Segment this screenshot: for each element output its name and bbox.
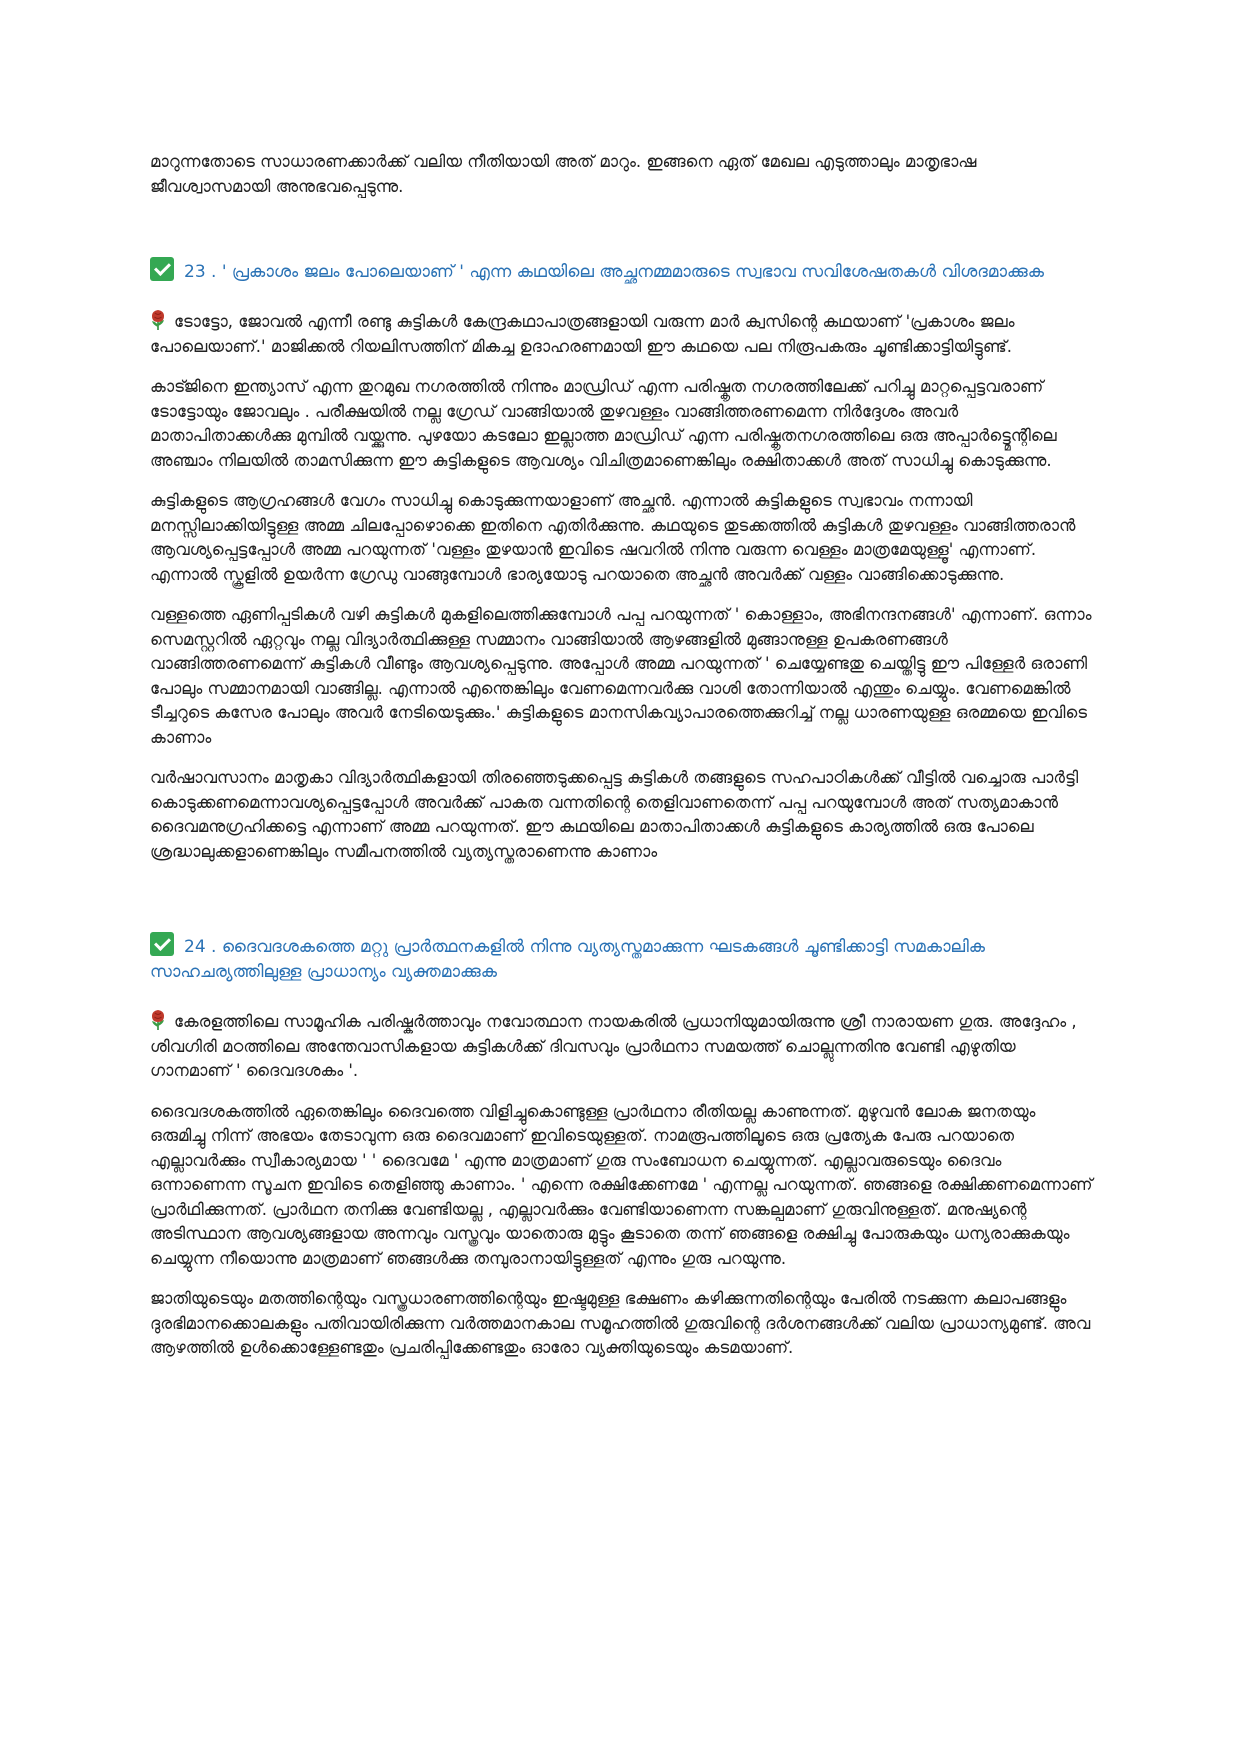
section-spacer	[150, 880, 1095, 932]
q23-paragraph-2: കാട്ജിനെ ഇന്ത്യാസ് എന്ന തുറമുഖ നഗരത്തിൽ നിന്നും മാഡ്രിഡ് എന്ന പരിഷ്കൃത നഗരത്തിലേക്ക് പറിച്ചു മാറ്റപ്പെട്ടവരാണ് ടോട്ടോയും ജോവലും . പരീക്ഷയിൽ നല്ല ഗ്രേഡ് വാങ്ങിയാൽ തുഴവള്ളം വാങ്ങിത്തരണമെന്ന നിർദ്ദേശം അവർ മാതാപിതാക്കൾക്കു മുമ്പിൽ വയ്ക്കുന്നു. പുഴയോ കടലോ ഇല്ലാത്ത മാഡ്രിഡ് എന്ന പരിഷ്കൃതനഗരത്തിലെ ഒരു അപ്പാർട്ട്മെന്റിലെ അഞ്ചാം നിലയിൽ താമസിക്കുന്ന ഈ കുട്ടികളുടെ ആവശ്യം വിചിത്രമാണെങ്കിലും രക്ഷിതാക്കൾ അത് സാധിച്ചു കൊടുക്കുന്നു.	[150, 377, 1057, 470]
intro-paragraph: മാറുന്നതോടെ സാധാരണക്കാർക്ക് വലിയ നീതിയായി അത് മാറും. ഇങ്ങനെ ഏത് മേഖല എടുത്താലും മാതൃഭാഷ ജീവശ്വാസമായി അനുഭവപ്പെടുന്നു.	[150, 152, 977, 196]
q23-paragraph-1: ടോട്ടോ, ജോവൽ എന്നീ രണ്ടു കുട്ടികൾ കേന്ദ്രകഥാപാത്രങ്ങളായി വരുന്ന മാർ ക്വസിന്റെ കഥയാണ് 'പ്രകാശം ജലം പോലെയാണ്.' മാജിക്കൽ റിയലിസത്തിന് മികച്ച ഉദാഹരണമായി ഈ കഥയെ പല നിരൂപകരും ചൂണ്ടിക്കാട്ടിയിട്ടുണ്ട്.	[150, 309, 1095, 359]
q24-paragraph-2: ദൈവദശകത്തിൽ ഏതെങ്കിലും ദൈവത്തെ വിളിച്ചുകൊണ്ടുള്ള പ്രാർഥനാ രീതിയല്ല കാണുന്നത്. മുഴുവൻ ലോക ജനതയും ഒരുമിച്ചു നിന്ന് അഭയം തേടാവുന്ന ഒരു ദൈവമാണ് ഇവിടെയുള്ളത്. നാമരൂപത്തിലൂടെ ഒരു പ്രത്യേക പേരു പറയാതെ എല്ലാവർക്കും സ്വീകാര്യമായ ' ' ദൈവമേ ' എന്നു മാത്രമാണ് ഗുരു സംബോധന ചെയ്യുന്നത്. എല്ലാവരുടെയും ദൈവം ഒന്നാണെന്ന സൂചന ഇവിടെ തെളിഞ്ഞു കാണാം. ' എന്നെ രക്ഷിക്കേണമേ ' എന്നല്ല പറയുന്നത്. ഞങ്ങളെ രക്ഷിക്കണമെന്നാണ് പ്രാർഥിക്കുന്നത്. പ്രാർഥന തനിക്കു വേണ്ടിയല്ല , എല്ലാവർക്കും വേണ്ടിയാണെന്ന സങ്കല്പമാണ് ഗുരുവിനുള്ളത്. മനുഷ്യന്റെ അടിസ്ഥാന ആവശ്യങ്ങളായ അന്നവും വസ്ത്രവും യാതൊരു മുട്ടും കൂടാതെ തന്ന് ഞങ്ങളെ രക്ഷിച്ചു പോരുകയും ധന്യരാക്കുകയും ചെയ്യുന്ന നീയൊന്നു മാത്രമാണ് ഞങ്ങൾക്കു തമ്പുരാനായിട്ടുള്ളത് എന്നും ഗുരു പറയുന്നു.	[150, 1101, 1093, 1268]
question-23-title: 23 . ' പ്രകാശം ജലം പോലെയാണ് ' എന്ന കഥയിലെ അച്ഛനമ്മമാരുടെ സ്വഭാവ സവിശേഷതകൾ വിശദമാക്കുക	[184, 262, 1044, 282]
q23-paragraph-5: വർഷാവസാനം മാതൃകാ വിദ്യാർത്ഥികളായി തിരഞ്ഞെടുക്കപ്പെട്ട കുട്ടികൾ തങ്ങളുടെ സഹപാഠികൾക്ക് വീട്ടിൽ വച്ചൊരു പാർട്ടി കൊടുക്കണമെന്നാവശ്യപ്പെട്ടപ്പോൾ അവർക്ക് പാകത വന്നതിന്റെ തെളിവാണതെന്ന് പപ്പ പറയുമ്പോൾ അത് സത്യമാകാൻ ദൈവമനുഗ്രഹിക്കട്ടെ എന്നാണ് അമ്മ പറയുന്നത്. ഈ കഥയിലെ മാതാപിതാക്കൾ കുട്ടികളുടെ കാര്യത്തിൽ ഒരു പോലെ ശ്രദ്ധാലുക്കളാണെങ്കിലും സമീപനത്തിൽ വ്യത്യസ്തരാണെന്നു കാണാം	[150, 768, 1079, 861]
q23-paragraph-3: കുട്ടികളുടെ ആഗ്രഹങ്ങൾ വേഗം സാധിച്ചു കൊടുക്കുന്നയാളാണ് അച്ഛൻ. എന്നാൽ കുട്ടികളുടെ സ്വഭാവം നന്നായി മനസ്സിലാക്കിയിട്ടുള്ള അമ്മ ചിലപ്പോഴൊക്കെ ഇതിനെ എതിർക്കുന്നു. കഥയുടെ തുടക്കത്തിൽ കുട്ടികൾ തുഴവള്ളം വാങ്ങിത്തരാൻ ആവശ്യപ്പെട്ടപ്പോൾ അമ്മ പറയുന്നത് 'വള്ളം തുഴയാൻ ഇവിടെ ഷവറിൽ നിന്നു വരുന്ന വെള്ളം മാത്രമേയുള്ളൂ' എന്നാണ്. എന്നാൽ സ്കൂളിൽ ഉയർന്ന ഗ്രേഡു വാങ്ങുമ്പോൾ ഭാര്യയോടു പറയാതെ അച്ഛൻ അവർക്ക് വള്ളം വാങ്ങിക്കൊടുക്കുന്നു.	[150, 491, 1076, 584]
q23-paragraph-4: വള്ളത്തെ ഏണിപ്പടികൾ വഴി കുട്ടികൾ മുകളിലെത്തിക്കുമ്പോൾ പപ്പ പറയുന്നത് ' കൊള്ളാം, അഭിനന്ദനങ്ങൾ' എന്നാണ്. ഒന്നാം സെമസ്റ്ററിൽ ഏറ്റവും നല്ല വിദ്യാർത്ഥിക്കുള്ള സമ്മാനം വാങ്ങിയാൽ ആഴങ്ങളിൽ മുങ്ങാനുള്ള ഉപകരണങ്ങൾ വാങ്ങിത്തരണമെന്ന് കുട്ടികൾ വീണ്ടും ആവശ്യപ്പെടുന്നു. അപ്പോൾ അമ്മ പറയുന്നത് ' ചെയ്യേണ്ടതു ചെയ്തിട്ടു ഈ പിള്ളേർ ഒരാണി പോലും സമ്മാനമായി വാങ്ങില്ല. എന്നാൽ എന്തെങ്കിലും വേണമെന്നവർക്കു വാശി തോന്നിയാൽ എന്തും ചെയ്യും. വേണമെങ്കിൽ ടീച്ചറുടെ കസേര പോലും അവർ നേടിയെടുക്കും.' കുട്ടികളുടെ മാനസികവ്യാപാരത്തെക്കുറിച്ച് നല്ല ധാരണയുള്ള ഒരമ്മയെ ഇവിടെ കാണാം	[150, 605, 1092, 747]
check-mark-icon	[150, 257, 174, 281]
rose-icon	[150, 1009, 166, 1031]
rose-icon	[150, 309, 166, 331]
q24-paragraph-3: ജാതിയുടെയും മതത്തിന്റെയും വസ്ത്രധാരണത്തിന്റെയും ഇഷ്ടമുള്ള ഭക്ഷണം കഴിക്കുന്നതിന്റെയും പേരിൽ നടക്കുന്ന കലാപങ്ങളും ദുരഭിമാനക്കൊലകളും പതിവായിരിക്കുന്ന വർത്തമാനകാല സമൂഹത്തിൽ ഗുരുവിന്റെ ദർശനങ്ങൾക്ക് വലിയ പ്രാധാന്യമുണ്ട്. അവ ആഴത്തിൽ ഉൾക്കൊള്ളേണ്ടതും പ്രചരിപ്പിക്കേണ്ടതും ഓരോ വ്യക്തിയുടെയും കടമയാണ്.	[150, 1289, 1091, 1357]
question-23-heading	[150, 257, 1095, 285]
question-24-heading	[150, 932, 1095, 985]
check-mark-icon	[150, 932, 174, 956]
document-page	[150, 150, 1095, 1377]
question-24-title: 24 . ദൈവദശകത്തെ മറ്റു പ്രാർത്ഥനകളിൽ നിന്നു വ്യത്യസ്തമാക്കുന്ന ഘടകങ്ങൾ ചൂണ്ടിക്കാട്ടി സമകാലിക സാഹചര്യത്തിലുള്ള പ്രാധാന്യം വ്യക്തമാക്കുക	[150, 937, 985, 982]
q24-paragraph-1: കേരളത്തിലെ സാമൂഹിക പരിഷ്കർത്താവും നവോത്ഥാന നായകരിൽ പ്രധാനിയുമായിരുന്നു ശ്രീ നാരായണ ഗുരു. അദ്ദേഹം , ശിവഗിരി മഠത്തിലെ അന്തേവാസികളായ കുട്ടികൾക്ക് ദിവസവും പ്രാർഥനാ സമയത്ത് ചൊല്ലുന്നതിനു വേണ്ടി എഴുതിയ ഗാനമാണ് ' ദൈവദശകം '.	[150, 1009, 1095, 1084]
